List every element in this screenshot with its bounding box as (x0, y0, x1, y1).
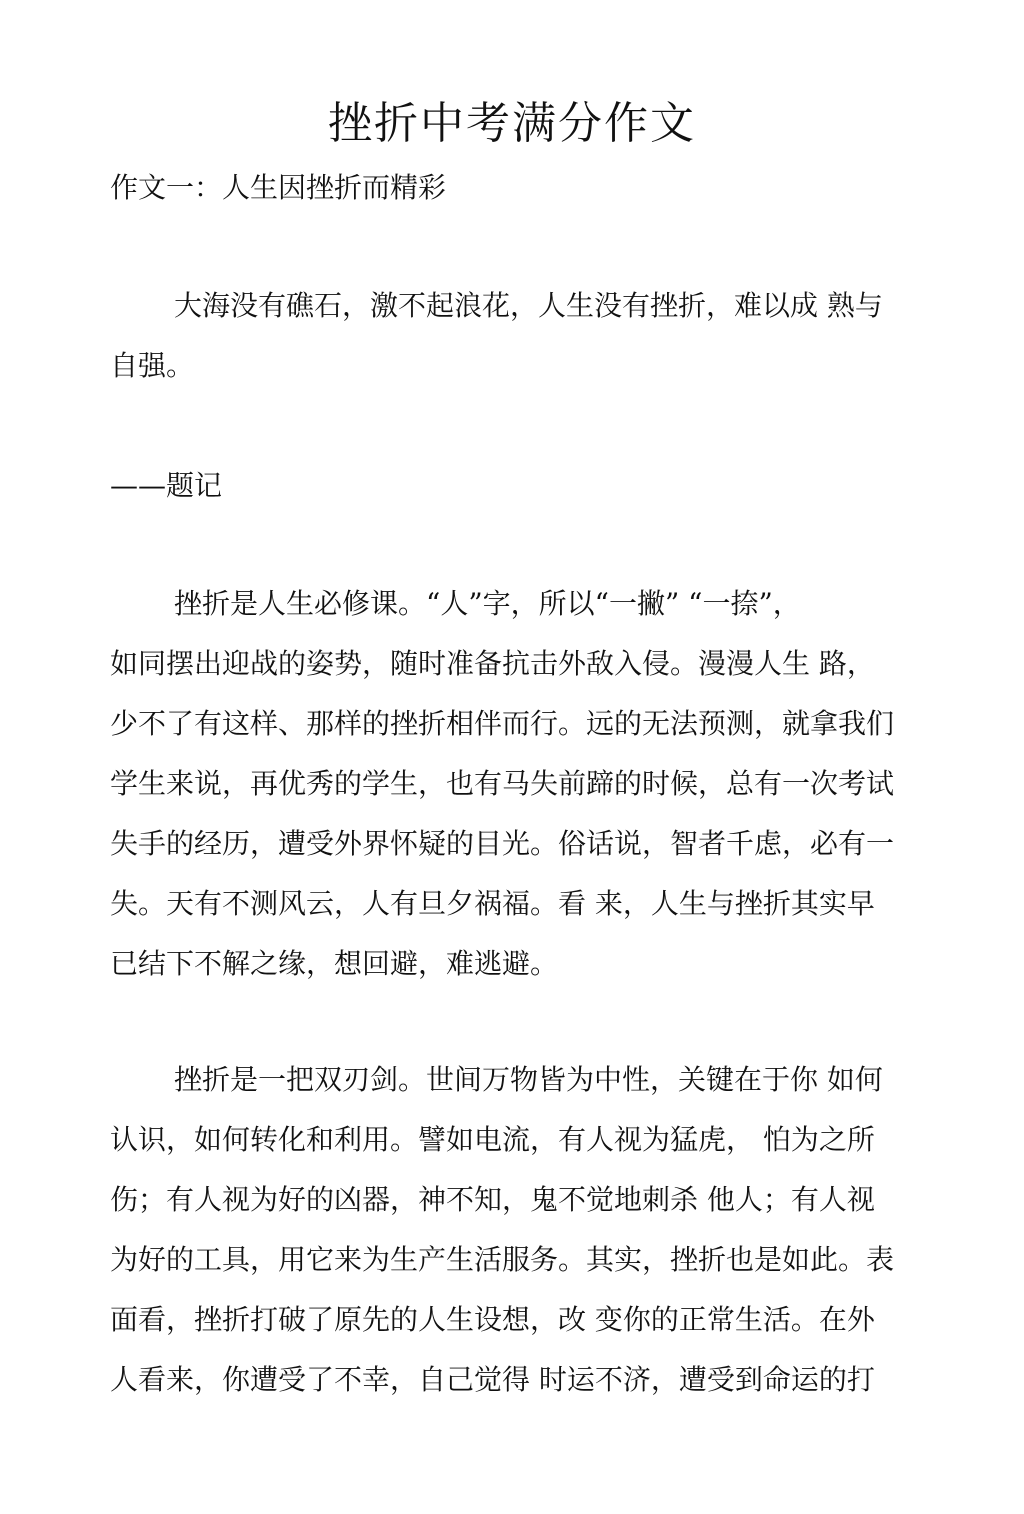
epigraph-line: 自强。 (110, 349, 195, 382)
paragraph-line: 已结下不解之缘，想回避，难逃避。 (110, 947, 559, 980)
paragraph-line: 人看来，你遭受了不幸，自己觉得 时运不济，遭受到命运的打 (110, 1363, 875, 1396)
paragraph-line: 学生来说，再优秀的学生，也有马失前蹄的时候，总有一次考试 (110, 767, 895, 800)
paragraph-line: 为好的工具，用它来为生产生活服务。其实，挫折也是如此。表 (110, 1243, 895, 1276)
paragraph-line: 挫折是一把双刃剑。世间万物皆为中性，关键在于你 如何 (174, 1063, 883, 1096)
paragraph-line: 面看，挫折打破了原先的人生设想，改 变你的正常生活。在外 (110, 1303, 875, 1336)
paragraph-line: 少不了有这样、那样的挫折相伴而行。远的无法预测，就拿我们 (110, 707, 895, 740)
paragraph-line: 认识，如何转化和利用。譬如电流，有人视为猛虎， 怕为之所 (110, 1123, 875, 1156)
paragraph-line: 失手的经历，遭受外界怀疑的目光。俗话说，智者千虑，必有一 (110, 827, 895, 860)
essay-subtitle: 作文一：人生因挫折而精彩 (110, 171, 447, 204)
epigraph-attribution: ——题记 (110, 469, 223, 502)
paragraph-line: 伤；有人视为好的凶器，神不知，鬼不觉地刺杀 他人；有人视 (110, 1183, 875, 1216)
paragraph-line: 挫折是人生必修课。“人”字，所以“一撇” “一捺”， (174, 587, 801, 620)
epigraph-line: 大海没有礁石，激不起浪花，人生没有挫折，难以成 熟与 (174, 289, 883, 322)
paragraph-line: 失。天有不测风云，人有旦夕祸福。看 来，人生与挫折其实早 (110, 887, 875, 920)
document-title: 挫折中考满分作文 (328, 98, 696, 149)
paragraph-line: 如同摆出迎战的姿势，随时准备抗击外敌入侵。漫漫人生 路， (110, 647, 875, 680)
